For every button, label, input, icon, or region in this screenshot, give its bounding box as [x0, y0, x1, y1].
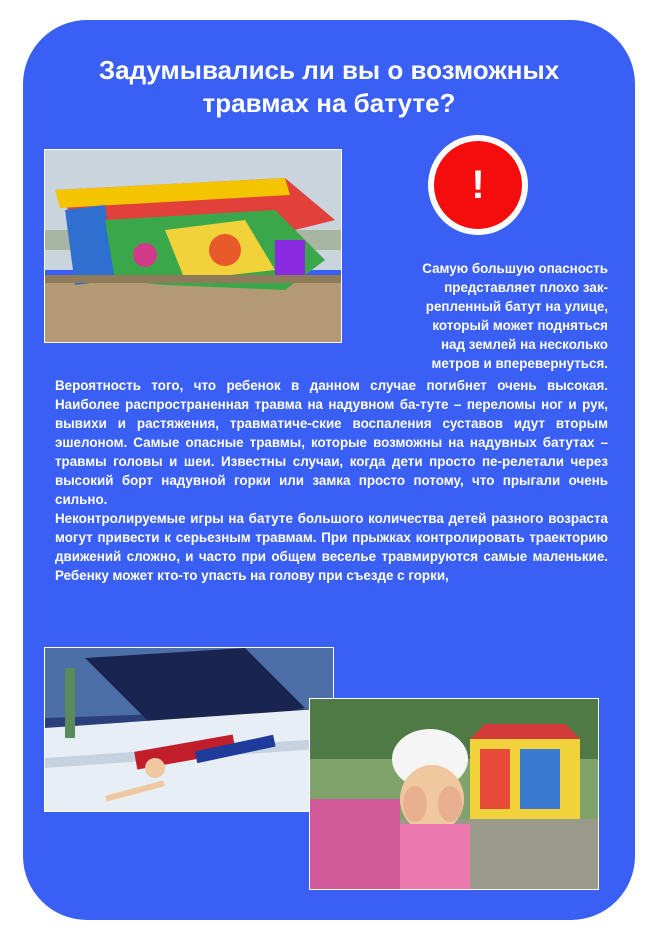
intro-line: над землей на несколько: [440, 337, 608, 352]
intro-line: представляет плохо зак-: [444, 280, 608, 295]
paragraph: Неконтролируемые игры на батуте большого количества детей разного возраста могут привести к серьезным травмам. При прыжках контролировать траекторию движений сложно, и часто при общем веселье травмируются самые маленькие. Ребенку может кто-то упасть на голову при съезде с горки,: [55, 511, 608, 583]
intro-line: репленный батут на улице,: [425, 299, 608, 314]
collapsed-inflatable-photo: [44, 149, 342, 343]
intro-line: Самую большую опасность: [422, 261, 608, 276]
paragraph: Вероятность того, что ребенок в данном случае погибнет очень высокая. Наиболее распространенная травма на надувном ба-туте – переломы ног и рук, вывихи и растяжения, травматиче-ские воспаления суставов идут вторым эшелоном. Самые опасные травмы, которые возможны на надувных батутах – травмы головы и шеи. Известны случаи, когда дети просто пе-релетали через высокий борт надувной горки или замка просто потому, что прыгали очень сильно.: [55, 378, 608, 507]
page-title: [23, 54, 635, 120]
crying-child-photo: [309, 698, 599, 890]
exclamation-icon: !: [434, 141, 522, 229]
child-on-slide-photo: [44, 647, 334, 812]
intro-line: метров и вперевернуться.: [431, 356, 608, 371]
warning-icon: [428, 135, 528, 235]
title-line-2: травмах на батуте?: [202, 88, 456, 118]
title-line-1: Задумывались ли вы о возможных: [98, 55, 560, 85]
intro-text: [354, 259, 608, 373]
body-text: [55, 376, 608, 585]
intro-line: который может подняться: [432, 318, 608, 333]
